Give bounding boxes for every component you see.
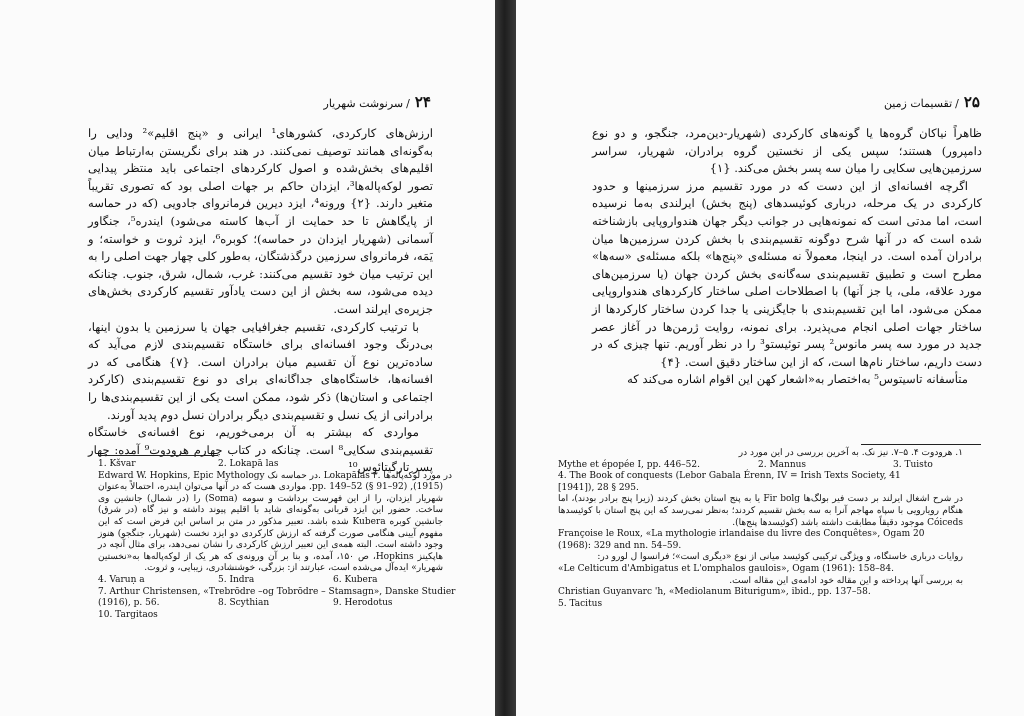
footnote: (1968): 329 and nn. 54–59. (558, 540, 682, 551)
footnote: 4. Varuṇ a (98, 574, 145, 585)
right-page-header (884, 93, 982, 111)
footnote: 7. Arthur Christensen, «Trebrōdre –og Tobrōdre – Stamsagn», Danske Studier (98, 586, 456, 597)
footnote: [1941]), 28 § 295. (558, 482, 639, 493)
footnote: 5. Tacitus (558, 598, 603, 609)
footnote: 10. Targitaos (98, 609, 158, 620)
footnote: 2. Lokapā las (218, 459, 279, 469)
footnote: Françoise le Roux, «La mythologie irlandaise du livre des Conquêtes», Ogam 20 (558, 529, 925, 540)
right-footnotes (558, 448, 963, 610)
left-page-header (324, 93, 433, 111)
footnote: 3. Tuisto (893, 459, 933, 470)
footnote: (1915), pp. 149–52 (§ 91–92). مواردی هست که در آنها می‌توان ایندره، احتمالاً به‌عنوان شهریار ایزدان، را از این فهرست برداشت و سومه (Soma) را (در شمال) جانشین وی ساخت. حضور این ایزد قربانی به‌گونه‌ای شاید با اقلیم پیوند داشته و نیز گاه (در شرق) جانشین کوبره Kubera شده باشد. تعبیر مذکور در متن بر اساس این فرض است که این مفهوم آیینی هنگامی صورت گرفته که ارزش کارکردی دو ایزد نخست (شهریار، جنگجو) هنوز وجود داشته است. البته همه‌ی این تعبیر ارزش کارکردی را نشان نمی‌دهد، برای مثال آنچه در هاپکینز Hopkins، ص ۱۵۰، آمده، و بنا بر آن ورونه‌ی که هر یک از لوکه‌پاله‌ها به«نخستین شهریار» ایده‌آل می‌شده است، عبارتند از: بزرگی، خوشنشادری، زیبایی، و ثروت. (98, 482, 444, 574)
footnote: 2. Mannus (758, 459, 807, 470)
footnote: 5. Indra (218, 574, 255, 585)
footnote: ۱. هرودوت ۴. ۵–۷. نیز نک. به آخرین بررسی در این مورد در (738, 448, 963, 458)
left-footnotes (98, 459, 456, 621)
right-running-head: تقسیمات زمین (883, 97, 953, 110)
left-paragraph: ارزش‌های کارکردی، کشورهای¹ ایرانی و «پنج اقلیم»² ودایی را به‌گونه‌ای همانند توصیف نمی‌کنند. در هند برای نگریستن به‌ارتباط میان اقلیم‌های بخش‌شده و اصول کارکردهای اجتماعی باید منتظر پیدایی تصور لوکه‌پاله‌ها³، ایزدان حاکم بر جهات اصلی بود که تصوری تقریباً متغیر دارند. {۲} ورونه⁴، ایزد دیرین فرمانروای جادویی (که در حماسه از پایگاهش تا حد حمایت از آب‌ها کاسته می‌شود) ایندره⁵، جنگاور آسمانی (شهریار ایزدان در حماسه)؛ کوبره⁶، ایزد ثروت و خواسته؛ و یَمَه، فرمانروای سرزمین درگذشتگان، به‌طور کلی چهار جهت اصلی را به این ترتیب میان خود تقسیم می‌کنند: غرب، شمال، شرق، جنوب. چنانکه دیده می‌شود، سه بخش از این دست یادآور تقسیم کارکردی بخش‌های جزیره‌ی ایرلند است. (88, 126, 433, 316)
footnote: (1916), p. 56. (98, 598, 160, 609)
footnote: روایات درباری خاستگاه، و ویژگی ترکیبی کوئیسد میانی از نوع «دیگری است»؛ فرانسوا ل لورو در: (597, 552, 963, 563)
footnote: 4. The Book of conquests (Lebor Gabala Érenn, IV = Irish Texts Society, 41 (558, 471, 901, 482)
footnote: Christian Guyanvarc 'h, «Mediolanum Biturigum», ibid., pp. 137–58. (558, 587, 871, 598)
left-footnote-rule (98, 455, 218, 456)
left-running-head: سرنوشت شهریار (323, 97, 404, 110)
footnote: در شرح اشغال ایرلند بر دست فیر بولگ‌ها Fir bolg یا به پنج استان بخش کردند (زیرا پنج برادر بودند)، اما هنگام رویارویی با سپاه مهاجم آنرا به سه بخش تقسیم کردند؛ به‌نظر نمی‌رسد که این پنج استان با کوئیسدها Cóiceds موجود دقیقاً مطابقت داشته باشد (کوئیسدها پنج‌ها). (558, 494, 963, 528)
footnote: «Le Celticum d'Ambigatus et L'omphalos gaulois», Ogam (1961): 158–84. (558, 563, 894, 574)
footnote-row (98, 598, 443, 610)
footnote: Edward W. Hopkins, Epic Mythology در حماسه نک. Lokapālas ۳. در مورد لوکه‌پاله‌ها (98, 470, 453, 481)
left-body-text (88, 125, 433, 477)
footnote: Mythe et épopée I, pp. 446–52. (558, 459, 700, 470)
footnote-row (98, 575, 443, 587)
header-separator: / (406, 97, 410, 110)
footnote: 8. Scythian (218, 598, 270, 609)
book-gutter (495, 0, 516, 716)
header-separator: / (955, 97, 959, 110)
left-paragraph: با ترتیب کارکردی، تقسیم جغرافیایی جهان یا سرزمین یا بدون اینها، بی‌درنگ وجود افسانه‌ای برای خاستگاه تقسیم‌بندی لازم می‌آید که ساده‌ترین نوع آن تقسیم میان برادران است. {۷} هنگامی که در افسانه‌ها، خاستگاه‌های جداگانه‌ای برای دو نوع تقسیم‌بندی (کارکرد اجتماعی و استان‌ها) ذکر شود، ممکن است یکی از این تقسیم‌بندی‌ها را برادرانی از یک نسل و تقسیم‌بندی دیگر برادران نسل دوم پدید آورند. (88, 319, 433, 422)
left-page-number: ۲۴ (414, 93, 431, 111)
footnote: 9. Herodotus (333, 598, 393, 609)
right-page-number: ۲۵ (963, 93, 980, 111)
footnote: به بررسی آنها پرداخته و این مقاله خود ادامه‌ی این مقاله است. (729, 575, 963, 586)
left-page (0, 0, 495, 716)
right-paragraph: متأسفانه تاسیتوس⁵ به‌اختصار به«اشعار کهن این اقوام اشاره می‌کند که (627, 372, 968, 387)
footnote: 1. Kšvar (98, 459, 136, 469)
right-paragraph: ظاهراً نیاکان گروه‌ها یا گونه‌های کارکردی (شهریار-دین‌مرد، جنگجو، و دو نوع دامپرور) هستند؛ سپس یکی از نخستین گروه برادران، شهریار، سراسر سرزمین‌هایی سکایی را میان سه پسر بخش می‌کند. {۱} (592, 126, 982, 176)
footnote: 6. Kubera (333, 574, 378, 585)
right-page (516, 0, 1024, 716)
right-paragraph: اگرچه افسانه‌ای از این دست که در مورد تقسیم مرز سرزمینها و حدود کارکردی در یک مرحله، درباری کوئیسدهای (پنج بخش) ایرلندی به‌ما نرسیده است، اما مدتی است که نمونه‌هایی در جوانب دیگر جهان هندواروپایی بازشناخته شده است که در آنها شرح دوگونه تقسیم‌بندی با بخش کردن سرزمین‌ها میان برادران آمده است. در اینجا، معمولاً نه مسئله‌ی «پنج‌ها» بلکه مسئله‌ی «سه‌ها» مطرح است و تطبیق تقسیم‌بندی سه‌گانه‌ی بخش کردن جهان (یا سرزمین‌های مورد علاقه، ملی، یا جز آنها) با اصطلاحات اصلی ساختار کارکردهای هندواروپایی ممکن می‌شود، اما این تقسیم‌بندی با جایگزینی یا جدا کردن ساختار کارکردها از ساختار جهات اصلی انجام می‌پذیرد. برای نمونه، روایت ژرمن‌ها در آغاز عصر جدید در مورد سه پسر مانوس² پسر توئیستو³ را در نظر آوریم. تنها چیزی که در دست داریم، ساختار نام‌ها است، که از این ساختار دقیق است. {۴} (592, 178, 982, 369)
right-footnote-rule (861, 444, 981, 445)
right-body-text (592, 125, 982, 389)
footnote-row (558, 460, 963, 472)
left-paragraph: مواردی که بیشتر به آن برمی‌خوریم، نوع افسانه‌ی خاستگاه تقسیم‌بندی سکایی⁸ است. چنانکه در کتاب چهارم هرودوت⁹ آمده: چهار پسر تارگیتائوس¹⁰ (88, 425, 433, 475)
footnote-row (98, 459, 443, 471)
